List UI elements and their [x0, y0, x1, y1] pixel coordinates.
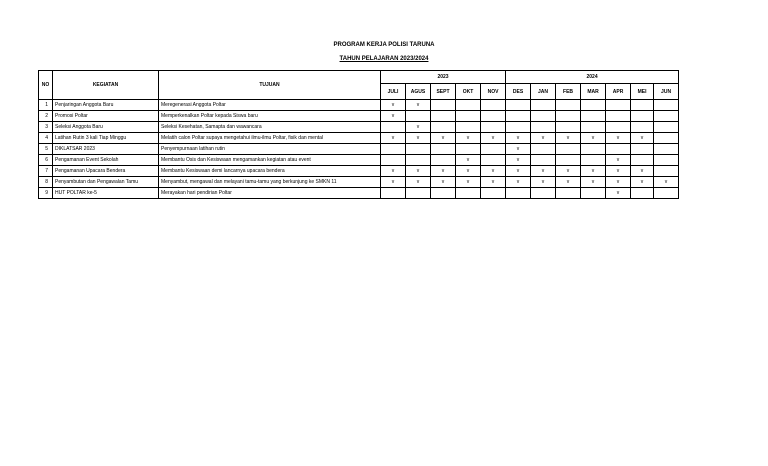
schedule-mark [654, 144, 679, 155]
schedule-mark [581, 122, 606, 133]
header-month: APR [606, 84, 631, 100]
header-month: JAN [531, 84, 556, 100]
schedule-mark [556, 155, 581, 166]
row-kegiatan: Penyambutan dan Pengawalan Tamu [53, 177, 159, 188]
schedule-mark [431, 144, 456, 155]
table-row [39, 144, 679, 155]
schedule-mark [581, 100, 606, 111]
schedule-mark [631, 155, 654, 166]
row-number: 2 [39, 111, 53, 122]
schedule-mark: v [506, 155, 531, 166]
schedule-mark: v [406, 133, 431, 144]
row-number: 6 [39, 155, 53, 166]
header-month: JULI [381, 84, 406, 100]
row-number: 9 [39, 188, 53, 199]
schedule-mark [381, 188, 406, 199]
row-tujuan: Meregenerasi Anggota Poltar [159, 100, 381, 111]
header-month: MAR [581, 84, 606, 100]
table-row [39, 166, 679, 177]
schedule-mark [606, 144, 631, 155]
row-kegiatan: Latihan Rutin 3 kali Tiap Minggu [53, 133, 159, 144]
schedule-mark [481, 155, 506, 166]
schedule-mark: v [431, 133, 456, 144]
schedule-mark [531, 111, 556, 122]
row-tujuan: Penyempurnaan latihan rutin [159, 144, 381, 155]
schedule-mark [631, 144, 654, 155]
schedule-mark [406, 188, 431, 199]
schedule-mark: v [506, 144, 531, 155]
schedule-mark [531, 188, 556, 199]
schedule-mark [531, 155, 556, 166]
schedule-mark: v [556, 166, 581, 177]
schedule-mark: v [606, 177, 631, 188]
schedule-mark [481, 144, 506, 155]
row-number: 3 [39, 122, 53, 133]
schedule-mark: v [581, 166, 606, 177]
row-kegiatan: Pengamanan Upacara Bendera [53, 166, 159, 177]
header-tujuan: TUJUAN [159, 71, 381, 100]
schedule-mark [556, 144, 581, 155]
document-title: PROGRAM KERJA POLISI TARUNA [333, 42, 435, 48]
table-row [39, 111, 679, 122]
schedule-mark [606, 111, 631, 122]
schedule-mark: v [381, 177, 406, 188]
header-kegiatan: KEGIATAN [53, 71, 159, 100]
row-tujuan: Menyambut, mengawal dan melayani tamu-tamu yang berkunjung ke SMKN 11 [159, 177, 381, 188]
schedule-mark [506, 188, 531, 199]
row-kegiatan: DIKLATSAR 2023 [53, 144, 159, 155]
schedule-mark [581, 188, 606, 199]
schedule-mark: v [481, 133, 506, 144]
header-month: FEB [556, 84, 581, 100]
table-row [39, 177, 679, 188]
schedule-mark: v [381, 133, 406, 144]
schedule-mark: v [506, 133, 531, 144]
schedule-mark [456, 188, 481, 199]
schedule-mark: v [581, 133, 606, 144]
schedule-mark: v [606, 188, 631, 199]
schedule-mark [654, 111, 679, 122]
schedule-mark: v [631, 133, 654, 144]
schedule-mark [481, 188, 506, 199]
schedule-mark: v [631, 166, 654, 177]
schedule-mark [606, 122, 631, 133]
schedule-mark [506, 122, 531, 133]
schedule-mark: v [456, 177, 481, 188]
schedule-mark: v [431, 166, 456, 177]
schedule-mark [481, 111, 506, 122]
schedule-mark [654, 122, 679, 133]
row-number: 8 [39, 177, 53, 188]
schedule-mark: v [606, 133, 631, 144]
schedule-mark: v [456, 133, 481, 144]
schedule-mark [556, 188, 581, 199]
schedule-mark [654, 188, 679, 199]
schedule-mark [581, 144, 606, 155]
schedule-mark [506, 111, 531, 122]
row-number: 1 [39, 100, 53, 111]
row-kegiatan: Pengamanan Event Sekolah [53, 155, 159, 166]
schedule-mark: v [381, 111, 406, 122]
header-no: NO [39, 71, 53, 100]
schedule-mark [581, 155, 606, 166]
schedule-mark [654, 133, 679, 144]
row-tujuan: Memperkenalkan Poltar kepada Siswa baru [159, 111, 381, 122]
table-row [39, 155, 679, 166]
schedule-mark: v [531, 133, 556, 144]
row-number: 5 [39, 144, 53, 155]
header-month: JUN [654, 84, 679, 100]
row-tujuan: Seleksi Kesehatan, Samapta dan wawancara [159, 122, 381, 133]
header-month: SEPT [431, 84, 456, 100]
schedule-mark [456, 111, 481, 122]
schedule-mark [481, 122, 506, 133]
row-number: 4 [39, 133, 53, 144]
schedule-mark [406, 155, 431, 166]
schedule-mark: v [381, 100, 406, 111]
row-kegiatan: Seleksi Anggota Baru [53, 122, 159, 133]
schedule-mark: v [631, 177, 654, 188]
schedule-mark: v [456, 166, 481, 177]
schedule-mark: v [456, 155, 481, 166]
table-row [39, 122, 679, 133]
schedule-mark: v [654, 177, 679, 188]
header-year-2024: 2024 [506, 71, 679, 84]
schedule-mark [654, 166, 679, 177]
schedule-mark [556, 111, 581, 122]
schedule-mark [381, 155, 406, 166]
schedule-mark: v [531, 166, 556, 177]
program-table [38, 70, 679, 199]
header-month: OKT [456, 84, 481, 100]
row-kegiatan: Promosi Poltar [53, 111, 159, 122]
schedule-mark [581, 111, 606, 122]
schedule-mark: v [481, 166, 506, 177]
schedule-mark [556, 100, 581, 111]
schedule-mark: v [381, 166, 406, 177]
row-tujuan: Membantu Kesiswaan demi lancarnya upacara bendera [159, 166, 381, 177]
document-subtitle: TAHUN PELAJARAN 2023/2024 [339, 56, 429, 62]
header-month: MEI [631, 84, 654, 100]
table-row [39, 188, 679, 199]
schedule-mark [631, 100, 654, 111]
row-tujuan: Melatih calon Poltar supaya mengetahui ilmu-ilmu Poltar, fisik dan mental [159, 133, 381, 144]
schedule-mark: v [406, 177, 431, 188]
schedule-mark: v [406, 100, 431, 111]
row-kegiatan: Penjaringan Anggota Baru [53, 100, 159, 111]
schedule-mark: v [556, 177, 581, 188]
header-month: AGUS [406, 84, 431, 100]
schedule-mark [631, 111, 654, 122]
schedule-mark [631, 122, 654, 133]
schedule-mark: v [406, 166, 431, 177]
header-month: NOV [481, 84, 506, 100]
schedule-mark [431, 111, 456, 122]
schedule-mark [381, 122, 406, 133]
schedule-mark: v [581, 177, 606, 188]
schedule-mark [631, 188, 654, 199]
schedule-mark [431, 155, 456, 166]
schedule-mark: v [531, 177, 556, 188]
header-month: DES [506, 84, 531, 100]
schedule-mark: v [406, 122, 431, 133]
schedule-mark [406, 144, 431, 155]
row-kegiatan: HUT POLTAR ke-5 [53, 188, 159, 199]
schedule-mark [606, 100, 631, 111]
header-year-2023: 2023 [381, 71, 506, 84]
schedule-mark [431, 122, 456, 133]
schedule-mark [431, 188, 456, 199]
schedule-mark [531, 122, 556, 133]
schedule-mark [381, 144, 406, 155]
schedule-mark [531, 100, 556, 111]
schedule-mark [531, 144, 556, 155]
schedule-mark: v [606, 155, 631, 166]
schedule-mark [481, 100, 506, 111]
schedule-mark [406, 111, 431, 122]
schedule-mark [654, 155, 679, 166]
schedule-mark [506, 100, 531, 111]
table-row [39, 100, 679, 111]
schedule-mark [456, 122, 481, 133]
schedule-mark [456, 100, 481, 111]
schedule-mark: v [556, 133, 581, 144]
row-tujuan: Merayakan hari pendirian Poltar [159, 188, 381, 199]
schedule-mark [456, 144, 481, 155]
schedule-mark [654, 100, 679, 111]
schedule-mark [556, 122, 581, 133]
row-number: 7 [39, 166, 53, 177]
schedule-mark: v [481, 177, 506, 188]
row-tujuan: Membantu Osis dan Kesiswaan mengamankan kegiatan atau event [159, 155, 381, 166]
schedule-mark: v [431, 177, 456, 188]
schedule-mark [431, 100, 456, 111]
schedule-mark: v [606, 166, 631, 177]
schedule-mark: v [506, 177, 531, 188]
schedule-mark: v [506, 166, 531, 177]
table-row [39, 133, 679, 144]
